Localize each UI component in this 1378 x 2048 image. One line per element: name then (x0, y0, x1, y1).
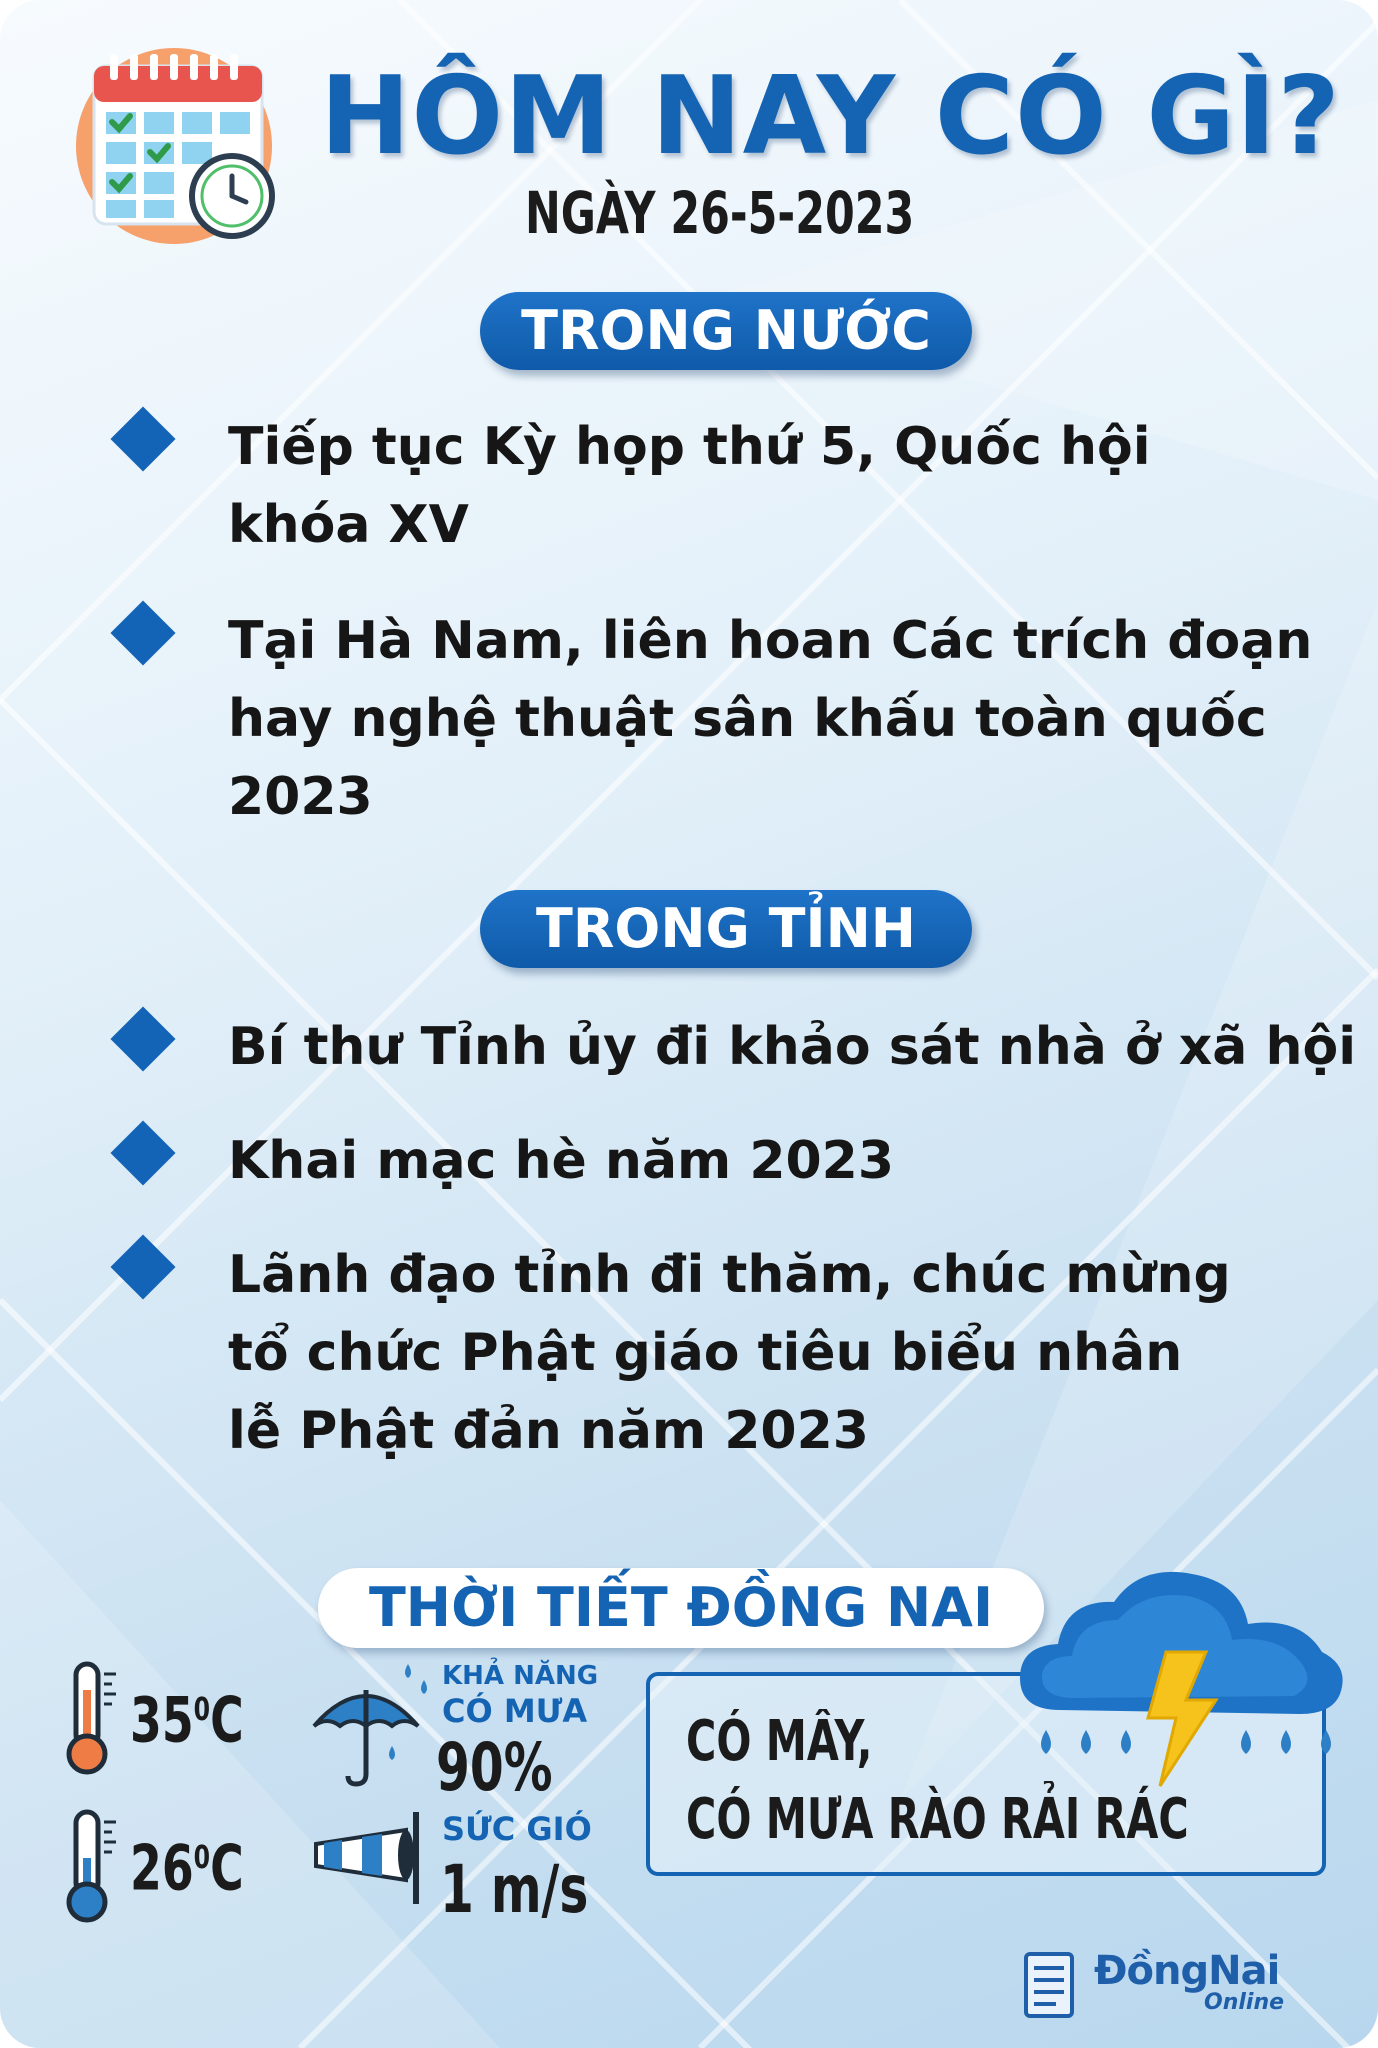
section-provincial-label: TRONG TỈNH (480, 890, 972, 968)
news-item-line: Lãnh đạo tỉnh đi thăm, chúc mừng (228, 1245, 1231, 1305)
news-item-text (228, 1008, 1368, 1086)
windsock-icon (306, 1808, 436, 1908)
diamond-bullet-icon (110, 1120, 175, 1185)
news-item-line: lễ Phật đản năm 2023 (228, 1401, 869, 1461)
wind-label: SỨC GIÓ (442, 1810, 592, 1848)
rain-chance-label-1: KHẢ NĂNG (442, 1661, 599, 1691)
thermometer-hot-icon (60, 1660, 120, 1778)
calendar-clock-icon (72, 36, 292, 246)
news-item-line: tổ chức Phật giáo tiêu biểu nhân (228, 1323, 1183, 1383)
news-item (120, 1236, 1360, 1476)
forecast-line: CÓ MƯA RÀO RẢI RÁC (686, 1787, 1189, 1852)
news-item-line: Khai mạc hè năm 2023 (228, 1131, 895, 1191)
news-item-line: 2023 (228, 767, 373, 827)
temp-high-unit: C (210, 1683, 244, 1757)
wind-value: 1 m/s (440, 1851, 589, 1928)
news-item-line: Bí thư Tỉnh ủy đi khảo sát nhà ở xã hội (228, 1017, 1357, 1077)
temp-high-value (130, 1672, 244, 1758)
news-item (120, 1008, 1360, 1088)
section-national-label: TRONG NƯỚC (480, 292, 972, 370)
logo-name: ĐồngNai (1094, 1948, 1280, 1994)
news-item-text (228, 408, 1368, 564)
temp-low-number: 26 (130, 1831, 194, 1905)
dongnai-online-logo (1020, 1944, 1320, 2030)
rain-chance-label-2: CÓ MƯA (442, 1692, 588, 1730)
news-item (120, 1122, 1360, 1202)
diamond-bullet-icon (110, 1006, 175, 1071)
news-item-line: hay nghệ thuật sân khấu toàn quốc (228, 689, 1267, 749)
temp-low-degree: 0 (193, 1838, 211, 1876)
news-item-text (228, 1122, 1368, 1200)
diamond-bullet-icon (110, 600, 175, 665)
news-item-line: Tại Hà Nam, liên hoan Các trích đoạn (228, 611, 1313, 671)
page-title: HÔM NAY CÓ GÌ? (320, 54, 1341, 179)
temp-high-degree: 0 (193, 1690, 211, 1728)
logo-sub: Online (1204, 1990, 1285, 2015)
forecast-line: CÓ MÂY, (686, 1709, 873, 1774)
temp-high-number: 35 (130, 1683, 194, 1757)
news-item (120, 408, 1360, 568)
weather-section-label: THỜI TIẾT ĐỒNG NAI (318, 1568, 1044, 1648)
rain-chance-value: 90% (436, 1729, 553, 1806)
thermometer-cold-icon (60, 1808, 120, 1926)
storm-cloud-icon (1010, 1560, 1356, 1810)
newspaper-logo-icon (1020, 1948, 1084, 2022)
diamond-bullet-icon (110, 406, 175, 471)
news-item-line: khóa XV (228, 495, 469, 555)
umbrella-rain-icon (306, 1660, 436, 1788)
date-label: NGÀY 26-5-2023 (525, 179, 915, 247)
temp-low-unit: C (210, 1831, 244, 1905)
temp-low-value (130, 1820, 244, 1906)
news-item (120, 602, 1360, 842)
news-item-text (228, 602, 1368, 836)
news-item-text (228, 1236, 1368, 1470)
diamond-bullet-icon (110, 1234, 175, 1299)
news-item-line: Tiếp tục Kỳ họp thứ 5, Quốc hội (228, 417, 1151, 477)
